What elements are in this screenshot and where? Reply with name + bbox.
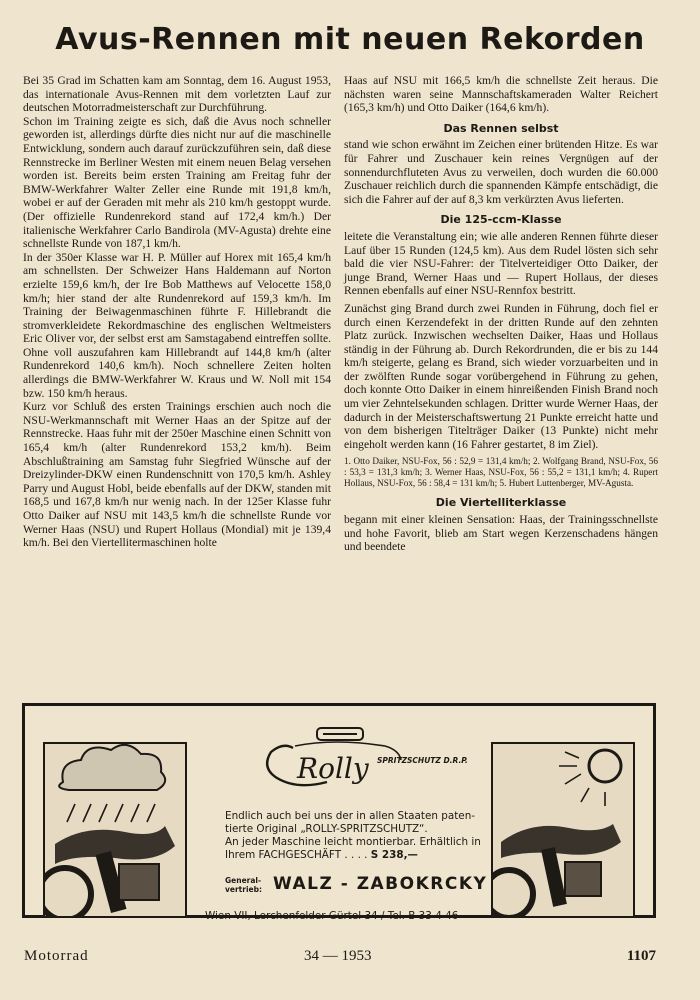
ad-line: Endlich auch bei uns der in allen Staaten paten- bbox=[225, 810, 476, 822]
race-results: 1. Otto Daiker, NSU-Fox, 56 : 52,9 = 131,4 km/h; 2. Wolfgang Brand, NSU-Fox, 56 : 53,3 = 131,3 km/h; 3. Werner Haas, NSU-Fox, 56 : 55,2 = 131,1 km/h; 4. Rupert Hollaus, NSU-Fox, 56 : 58,4 = 131 km/h; 5. Hubert Luttenberger, MV-Agusta. bbox=[344, 456, 658, 489]
dealer-block bbox=[225, 874, 525, 904]
rolly-tagline: SPRITZSCHUTZ D.R.P. bbox=[377, 756, 468, 765]
dealer-label bbox=[225, 876, 262, 894]
ad-line: tierte Original „ROLLY-SPRITZSCHUTZ“. bbox=[225, 823, 428, 835]
section-heading: Die Viertelliterklasse bbox=[435, 496, 567, 510]
article-title: Avus-Rennen mit neuen Rekorden bbox=[55, 22, 645, 57]
rolly-advertisement bbox=[22, 703, 656, 922]
dealer-address: Wien VII, Lerchenfelder Gürtel 34 / Tel. B 33 4 46 bbox=[205, 910, 459, 922]
ad-copy bbox=[225, 810, 525, 862]
ad-center-block bbox=[205, 714, 488, 922]
rain-cloud-motorcycle-icon bbox=[45, 744, 185, 916]
dealer-name: WALZ - ZABOKRCKY bbox=[273, 874, 488, 894]
sun-motorcycle-icon bbox=[493, 744, 633, 916]
page-footer bbox=[24, 948, 656, 968]
article-right-column bbox=[344, 74, 658, 554]
ad-line: Ihrem FACHGESCHÄFT . . . . bbox=[225, 849, 368, 861]
ad-line: An jeder Maschine leicht montierbar. Erhältlich in bbox=[225, 836, 481, 848]
paragraph: Bei 35 Grad im Schatten kam am Sonntag, dem 16. August 1953, das internationale Avus-Rennen mit dem vorletzten Lauf zur deutschen Motorradmeisterschaft zur Durchführung. bbox=[23, 74, 331, 115]
paragraph: stand wie schon erwähnt im Zeichen einer brütenden Hitze. Es war für Fahrer und Zuschauer kein reines Vergnügen auf der sonnendurchfluteten Avus zu verweilen, doch wurden die 60.000 Zuschauer reichlich durch die spannenden Kämpfe entschädigt, die sich die Fahrer auf der auf 8,3 km verkürzten Avus lieferten. bbox=[344, 138, 658, 206]
rain-motorcycle-illustration bbox=[43, 742, 187, 918]
paragraph: Schon im Training zeigte es sich, daß die Avus noch schneller geworden ist, allerdings dürfte dies nicht nur auf die maschinelle Entwicklung, sondern auch darauf zurückzuführen sein, daß diese Rennstrecke im Berliner Westen mit einem neuen Belag versehen worden ist. Bereits beim ersten Training am Freitag fuhr der BMW-Werkfahrer Walter Zeller eine Runde mit 191,8 km/h, wobei er auf der Geraden mit mehr als 210 km/h gestoppt wurde. (Der offizielle Rundenrekord stand auf 172,4 km/h.) Der italienische Werkfahrer Carlo Bandirola (MV-Agusta) drehte eine schnellste Runde von 187,1 km/h. bbox=[23, 114, 331, 251]
ad-line-price bbox=[225, 849, 525, 862]
section-heading: Die 125-ccm-Klasse bbox=[440, 213, 562, 227]
page-number: 1107 bbox=[626, 948, 656, 964]
paragraph: begann mit einer kleinen Sensation: Haas, der Trainingsschnellste und hohe Favorit, blieb am Start wegen Kerzenschadens hängen und beendete bbox=[344, 513, 658, 554]
rolly-brand: Rolly bbox=[297, 752, 369, 785]
paragraph: Kurz vor Schluß des ersten Trainings erschien auch noch die NSU-Werkmannschaft mit Werner Haas an der Spitze auf der Rennstrecke. Haas fuhr mit der 250er Maschine einen Schnitt von 165,4 km/h (alter Rundenrekord 153,2 km/h). Beim Abschlußtraining am Samstag fuhr Siegfried Wünsche auf der Dreizylinder-DKW einen Rundenschnitt von 170,5 km/h. Ashley Parry und August Hobl, beide ebenfalls auf der DKW, standen mit 168,5 und 167,8 km/h nur wenig nach. In der 125er Klasse fuhr Otto Daiker auf NSU mit 143,5 km/h die schnellste Runde vor Werner Haas (NSU) und Rupert Hollaus (Mondial) mit je 139,4 km/h. Bei den Viertellitermaschinen holte bbox=[23, 400, 331, 550]
article-left-column bbox=[23, 74, 331, 550]
ad-price: S 238,— bbox=[370, 849, 418, 861]
dealer-label-line: vertrieb: bbox=[225, 885, 262, 894]
magazine-name: Motorrad bbox=[24, 948, 89, 964]
paragraph: In der 350er Klasse war H. P. Müller auf Horex mit 165,4 km/h am schnellsten. Der Schweizer Hans Haldemann auf Norton erzielte 159,6 km/h, der Ire Bob Matthews auf Velocette 158,0 km/h; hier stand der alte Rundenrekord auf 159,3 km/h. Im Training der Beiwagenmaschinen führte F. Hillebrandt die stromverkleidete Rekordmaschine des englischen Weltmeisters Eric Oliver vor, der selbst erst am Samstagabend eintreffen sollte. Ohne voll auszufahren kam Hillebrandt auf 144,8 km/h (alter Rundenrekord 140,6 km/h). Noch schnellere Zeiten holten allerdings die BMW-Werkfahrer W. Kraus und W. Noll mit 154 bzw. 150 km/h heraus. bbox=[23, 250, 331, 400]
dealer-label-line: General- bbox=[225, 876, 262, 885]
sun-motorcycle-illustration bbox=[491, 742, 635, 918]
paragraph: leitete die Veranstaltung ein; wie alle anderen Rennen führte dieser Lauf über 15 Runden (124,5 km). Aus dem Rudel lösten sich sehr bald die vier NSU-Fahrer: der Titelverteidiger Otto Daiker, der junge Brand, Werner Haas und — Rupert Hollaus, der dieses Rennen ebenfalls auf einer NSU-Rennfox bestritt. bbox=[344, 229, 658, 298]
section-heading: Das Rennen selbst bbox=[443, 121, 559, 135]
paragraph: Zunächst ging Brand durch zwei Runden in Führung, doch fiel er durch einen Kerzendefekt in der dritten Runde auf den zehnten Platz zurück. Inzwischen wechselten Daiker, Haas und Hollaus ständig in der Führung ab. Durch Rekordrunden, die er bis zu 144 km/h steigerte, gelang es Brand, sich wieder vorzuarbeiten und in der zwölften Runde sogar vorübergehend in Führung zu gehen, doch konnte Otto Daiker in einem hinreißenden Finish Brand noch um vier Zehntelsekunden schlagen. Dritter wurde Werner Haas, der dadurch in der Meisterschaftswertung 21 Punkte erreicht hatte und von dem bisherigen Titelträger Daiker (13 Punkte) nicht mehr eingeholt werden kann (16 Fahrer gestartet, 8 im Ziel). bbox=[344, 301, 658, 451]
issue-number: 34 — 1953 bbox=[304, 948, 372, 964]
paragraph: Haas auf NSU mit 166,5 km/h die schnellste Zeit heraus. Die nächsten waren seine Mannschaftskameraden Walter Reichert (165,3 km/h) und Otto Daiker (164,6 km/h). bbox=[344, 74, 658, 115]
